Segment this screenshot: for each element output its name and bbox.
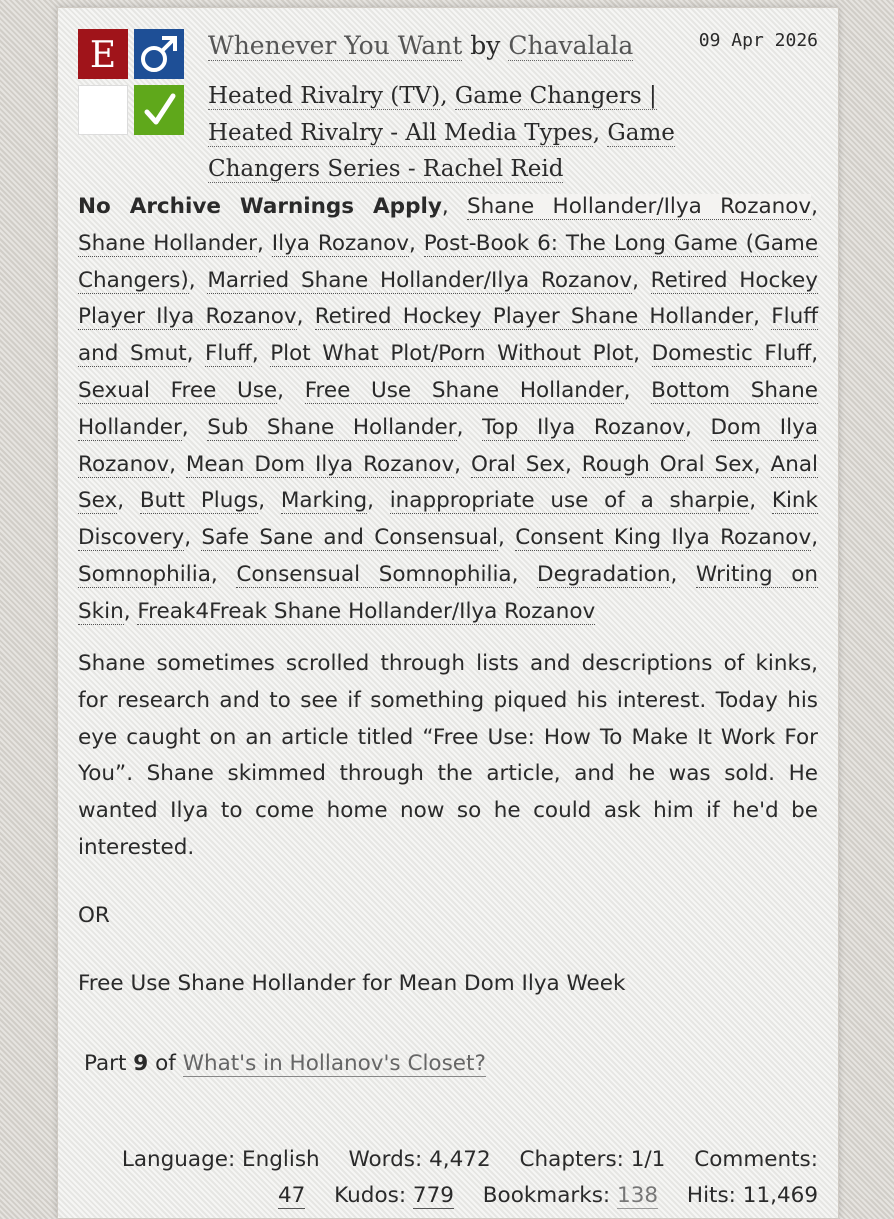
series-part-number: 9 (133, 1051, 149, 1076)
series-link[interactable]: What's in Hollanov's Closet? (182, 1051, 486, 1076)
freeform-tag[interactable]: Anal Sex (78, 451, 819, 514)
freeform-tag[interactable]: Consensual Somnophilia (236, 561, 512, 587)
fandom-list: Heated Rivalry (TV), Game Changers | Heated Rivalry - All Media Types, Game Changers Series - Rachel Reid (208, 83, 675, 182)
archive-warning-tag[interactable]: No Archive Warnings Apply (78, 194, 442, 219)
kudos-label: Kudos: (334, 1182, 407, 1208)
chapters-label: Chapters: (519, 1146, 624, 1172)
comments-link[interactable]: 47 (277, 1182, 306, 1208)
relationship-tag[interactable]: Shane Hollander/Ilya Rozanov (466, 194, 812, 219)
tag-list: No Archive Warnings Apply, Shane Hollander/Ilya Rozanov, Shane Hollander, Ilya Rozanov, Post-Book 6: The Long Game (Game Changers), Married Shane Hollander/Ilya Rozanov, Retired Hockey Player Ilya Rozanov, Retired Hockey Player Shane Hollander, Fluff and Smut, Fluff, Plot What Plot/Porn Without Plot, Domestic Fluff, Sexual Free Use, Free Use Shane Hollander, Bottom Shane Hollander, Sub Shane Hollander, Top Ilya Rozanov, Dom Ilya Rozanov, Mean Dom Ilya Rozanov, Oral Sex, Rough Oral Sex, Anal Sex, Butt Plugs, Marking, inappropriate use of a sharpie, Kink Discovery, Safe Sane and Consensual, Consent King Ilya Rozanov, Somnophilia, Consensual Somnophilia, Degradation, Writing on Skin, Freak4Freak Shane Hollander/Ilya Rozanov (78, 194, 819, 624)
chapters-value: 1/1 (630, 1146, 666, 1172)
required-tags (78, 29, 184, 135)
language-label: Language: (121, 1146, 236, 1172)
fandom-link[interactable]: Game Changers Series - Rachel Reid (208, 119, 675, 182)
character-tag[interactable]: Shane Hollander (78, 230, 257, 256)
comments-count (278, 1183, 305, 1208)
freeform-tag[interactable]: Sub Shane Hollander (207, 414, 457, 440)
freeform-tag[interactable]: Dom Ilya Rozanov (78, 414, 819, 477)
freeform-tag[interactable]: Retired Hockey Player Ilya Rozanov (78, 267, 819, 330)
fandom-link[interactable]: Game Changers | Heated Rivalry - All Media Types (208, 83, 657, 146)
summary-paragraph: Free Use Shane Hollander for Mean Dom Ilya Week (78, 970, 626, 996)
character-tag[interactable]: Ilya Rozanov (271, 230, 409, 256)
freeform-tag[interactable]: Consent King Ilya Rozanov (515, 525, 812, 551)
bookmarks-label: Bookmarks: (482, 1182, 611, 1208)
fandom-link[interactable]: Heated Rivalry (TV) (208, 83, 441, 109)
freeform-tag[interactable]: Sexual Free Use (78, 377, 278, 403)
rating-letter: E (89, 35, 117, 76)
freeform-tag[interactable]: Free Use Shane Hollander (304, 377, 624, 403)
hits-label: Hits: (686, 1182, 736, 1208)
freeform-tag[interactable]: Plot What Plot/Porn Without Plot (270, 341, 634, 367)
freeform-tag[interactable]: Fluff and Smut (78, 304, 819, 367)
freeform-tag[interactable]: Somnophilia (78, 561, 211, 587)
bookmarks-link[interactable]: 138 (617, 1182, 659, 1208)
freeform-tag[interactable]: Mean Dom Ilya Rozanov (185, 451, 455, 477)
freeform-tag[interactable]: Writing on Skin (78, 561, 819, 624)
freeform-tag[interactable]: Domestic Fluff (651, 341, 812, 367)
freeform-tag[interactable]: Kink Discovery (78, 488, 818, 551)
work-summary (78, 646, 818, 1033)
freeform-tag[interactable]: Safe Sane and Consensual (201, 525, 499, 551)
author-link[interactable]: Chavalala (508, 31, 634, 60)
summary-paragraph: Shane sometimes scrolled through lists and descriptions of kinks, for research and to see if something piqued his interest. Today his eye caught on an article titled “Free Use: How To Make It Work For You”. Shane skimmed through the article, and he was sold. He wanted Ilya to come home now so he could ask him if he'd be interested. (78, 651, 818, 860)
no-warnings-icon[interactable] (78, 85, 128, 135)
freeform-tag[interactable]: Fluff (205, 341, 252, 367)
checkmark-icon[interactable] (134, 85, 184, 135)
bookmarks-value (617, 1183, 658, 1208)
work-stats (98, 1142, 818, 1214)
freeform-tag[interactable]: Degradation (537, 561, 671, 587)
by-label: by (470, 31, 501, 60)
freeform-tag[interactable]: Rough Oral Sex (581, 451, 754, 477)
language-value: English (242, 1146, 320, 1172)
freeform-tag[interactable]: Butt Plugs (139, 488, 259, 514)
hits-value: 11,469 (742, 1182, 818, 1208)
freeform-tag[interactable]: Marking (280, 488, 368, 514)
series-part-label: Part (84, 1051, 127, 1076)
freeform-tag[interactable]: Retired Hockey Player Shane Hollander (314, 304, 754, 330)
series-info (84, 1051, 486, 1076)
work-title-link[interactable]: Whenever You Want (208, 31, 463, 60)
work-blurb (57, 7, 839, 1219)
words-label: Words: (348, 1146, 423, 1172)
words-value: 4,472 (429, 1146, 491, 1172)
summary-paragraph: OR (78, 902, 110, 928)
work-heading (208, 28, 678, 64)
freeform-tag[interactable]: Freak4Freak Shane Hollander/Ilya Rozanov (137, 598, 596, 624)
freeform-tag[interactable]: inappropriate use of a sharpie (389, 488, 750, 514)
rating-explicit-icon[interactable] (78, 29, 128, 79)
kudos-link[interactable]: 779 (412, 1182, 454, 1208)
freeform-tag[interactable]: Oral Sex (470, 451, 565, 477)
freeform-tag[interactable]: Post-Book 6: The Long Game (Game Changers) (78, 230, 819, 293)
comments-label: Comments: (694, 1146, 818, 1172)
freeform-tag[interactable]: Bottom Shane Hollander (78, 377, 819, 440)
freeform-tag[interactable]: Married Shane Hollander/Ilya Rozanov (207, 267, 633, 293)
male-symbol-icon[interactable] (134, 29, 184, 79)
freeform-tag[interactable]: Top Ilya Rozanov (482, 414, 685, 440)
kudos-value (413, 1183, 454, 1208)
series-of-label: of (155, 1051, 176, 1076)
work-date: 09 Apr 2026 (698, 30, 818, 51)
